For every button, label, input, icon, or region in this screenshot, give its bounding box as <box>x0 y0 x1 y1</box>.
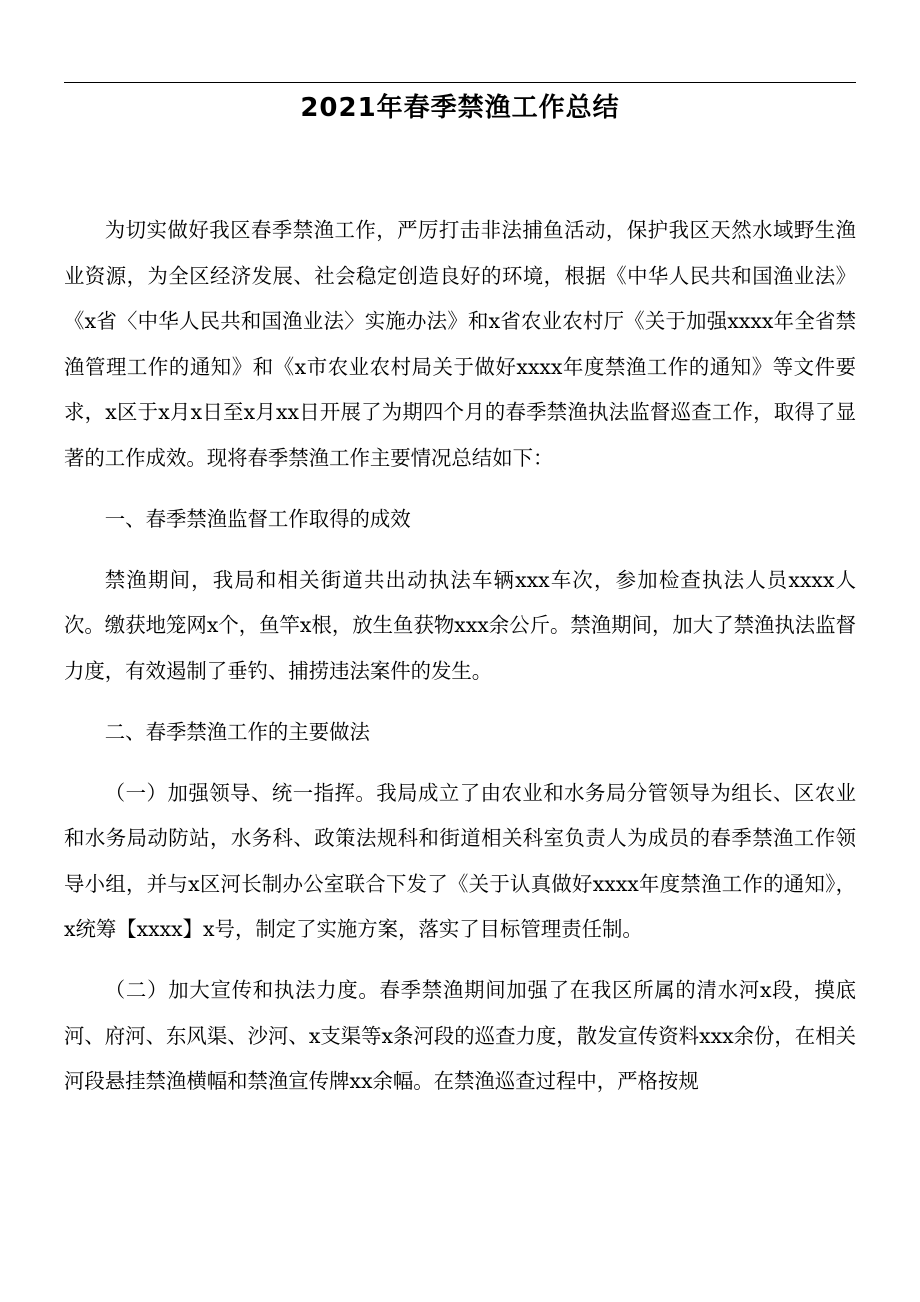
header-rule <box>64 82 856 83</box>
section-heading-1: 一、春季禁渔监督工作取得的成效 <box>104 506 411 531</box>
intro-paragraph: 为切实做好我区春季禁渔工作，严厉打击非法捕鱼活动，保护我区天然水域野生渔业资源，为全区经济发展、社会稳定创造良好的环境，根据《中华人民共和国渔业法》《x省〈中华人民共和国渔业法〉实施办法》和x省农业农村厅《关于加强xxxx年全省禁渔管理工作的通知》和《x市农业农村局关于做好xxxx年度禁渔工作的通知》等文件要求，x区于x月x日至x月xx日开展了为期四个月的春季禁渔执法监督巡查工作，取得了显著的工作成效。现将春季禁渔工作主要情况总结如下： <box>64 218 856 470</box>
document-body <box>64 208 856 1120</box>
subsection-2-paragraph: （二）加大宣传和执法力度。春季禁渔期间加强了在我区所属的清水河x段，摸底河、府河、东风渠、沙河、x支渠等x条河段的巡查力度，散发宣传资料xxx余份，在相关河段悬挂禁渔横幅和禁渔宣传牌xx余幅。在禁渔巡查过程中，严格按规 <box>64 978 856 1093</box>
document-title: 2021年春季禁渔工作总结 <box>300 93 620 123</box>
section-1-paragraph: 禁渔期间，我局和相关街道共出动执法车辆xxx车次，参加检查执法人员xxxx人次。缴获地笼网x个，鱼竿x根，放生鱼获物xxx余公斤。禁渔期间，加大了禁渔执法监督力度，有效遏制了垂钓、捕捞违法案件的发生。 <box>64 567 856 683</box>
subsection-1-paragraph: （一）加强领导、统一指挥。我局成立了由农业和水务局分管领导为组长、区农业和水务局动防站，水务科、政策法规科和街道相关科室负责人为成员的春季禁渔工作领导小组，并与x区河长制办公室联合下发了《关于认真做好xxxx年度禁渔工作的通知》，x统筹【xxxx】x号，制定了实施方案，落实了目标管理责任制。 <box>64 780 856 941</box>
section-heading-2: 二、春季禁渔工作的主要做法 <box>104 719 370 744</box>
